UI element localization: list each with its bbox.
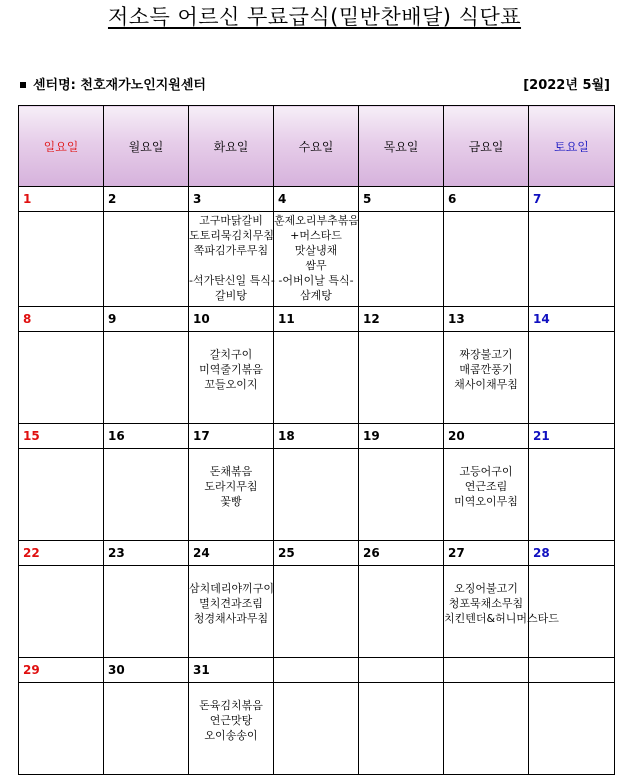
menu-item: 청포묵채소무침: [448, 597, 524, 610]
menu-item: 훈제오리부추볶음: [274, 214, 360, 227]
menu-spacer: [189, 684, 273, 698]
menu-cell: [19, 683, 104, 775]
weekday-saturday: 토요일: [529, 106, 615, 187]
date-cell: 16: [104, 424, 189, 449]
menu-item: 미역오이무침: [454, 495, 518, 508]
date-cell: 31: [189, 658, 274, 683]
date-cell: 21: [529, 424, 615, 449]
menu-cell: [529, 212, 615, 307]
menu-cell: [444, 683, 529, 775]
menu-item: 고등어구이: [459, 465, 513, 478]
page-title: 저소득 어르신 무료급식(밑반찬배달) 식단표: [107, 5, 522, 29]
menu-spacer: [189, 450, 273, 464]
period-label: [2022년 5월]: [523, 78, 610, 93]
date-cell: 11: [274, 307, 359, 332]
bullet-icon: [20, 82, 26, 88]
menu-cell: [274, 449, 359, 541]
menu-cell: [189, 683, 274, 775]
date-cell: 1: [19, 187, 104, 212]
menu-item: 갈비탕: [215, 289, 247, 302]
date-cell: 4: [274, 187, 359, 212]
date-cell: 17: [189, 424, 274, 449]
menu-cell: [189, 566, 274, 658]
menu-cell: [189, 449, 274, 541]
menu-item: 꼬들오이지: [204, 378, 258, 391]
menu-spacer: [444, 450, 528, 464]
menu-cell: [529, 332, 615, 424]
menu-cell: [444, 449, 529, 541]
weekday-thursday: 목요일: [359, 106, 444, 187]
menu-cell: [444, 332, 529, 424]
menu-cell: [19, 212, 104, 307]
menu-item: 고구마닭갈비: [199, 214, 263, 227]
menu-cell: [274, 566, 359, 658]
date-cell: [274, 658, 359, 683]
date-row: [19, 658, 615, 683]
menu-item: 청경채사과무침: [193, 612, 269, 625]
menu-item: -어버이날 특식-: [278, 274, 354, 287]
menu-item: 도라지무침: [204, 480, 258, 493]
menu-spacer: [189, 567, 273, 581]
menu-cell: [444, 212, 529, 307]
date-cell: 24: [189, 541, 274, 566]
menu-item: 맛살냉채: [294, 244, 338, 257]
date-cell: 25: [274, 541, 359, 566]
menu-item: 삼치데리야끼구이: [189, 582, 275, 595]
menu-cell: [19, 449, 104, 541]
menu-item: 삼계탕: [300, 289, 332, 302]
date-cell: [444, 658, 529, 683]
date-cell: 14: [529, 307, 615, 332]
date-row: [19, 424, 615, 449]
date-cell: 6: [444, 187, 529, 212]
menu-cell: [359, 449, 444, 541]
menu-cell: [444, 566, 559, 658]
menu-item: 채사이채무침: [454, 378, 518, 391]
weekday-sunday: 일요일: [19, 106, 104, 187]
date-cell: 23: [104, 541, 189, 566]
date-cell: 28: [529, 541, 615, 566]
date-cell: 13: [444, 307, 529, 332]
menu-item: 짜장불고기: [459, 348, 513, 361]
info-row: [20, 76, 610, 96]
menu-spacer: [189, 333, 273, 347]
date-cell: 22: [19, 541, 104, 566]
menu-spacer: [444, 567, 528, 581]
menu-spacer: [444, 333, 528, 347]
weekday-friday: 금요일: [444, 106, 529, 187]
menu-cell: [274, 212, 359, 307]
date-cell: [359, 658, 444, 683]
menu-item: 치킨텐더&허니머스타드: [444, 612, 559, 625]
date-cell: 10: [189, 307, 274, 332]
date-row: [19, 541, 615, 566]
date-cell: 7: [529, 187, 615, 212]
weekday-header-row: [19, 106, 615, 187]
menu-cell: [359, 566, 444, 658]
menu-cell: [189, 332, 274, 424]
date-cell: 30: [104, 658, 189, 683]
weekday-monday: 월요일: [104, 106, 189, 187]
center-name: 센터명: 천호재가노인지원센터: [33, 78, 206, 93]
menu-cell: [104, 449, 189, 541]
menu-cell: [104, 683, 189, 775]
date-cell: 20: [444, 424, 529, 449]
date-cell: 15: [19, 424, 104, 449]
date-cell: 27: [444, 541, 529, 566]
menu-row: [19, 566, 615, 658]
menu-item: 쌈무: [305, 259, 327, 272]
menu-item: 꽃빵: [220, 495, 242, 508]
menu-item: -석가탄신일 특식-: [189, 274, 275, 287]
date-cell: 26: [359, 541, 444, 566]
menu-cell: [104, 332, 189, 424]
date-cell: 29: [19, 658, 104, 683]
menu-item: 연근맛탕: [209, 714, 253, 727]
center-info: [20, 76, 206, 96]
date-cell: 18: [274, 424, 359, 449]
menu-item: [189, 258, 273, 273]
menu-cell: [359, 683, 444, 775]
menu-cell: [104, 566, 189, 658]
date-cell: 3: [189, 187, 274, 212]
menu-item: 도토리묵김치무침: [189, 229, 275, 242]
menu-cell: [104, 212, 189, 307]
menu-row: [19, 332, 615, 424]
menu-cell: [359, 332, 444, 424]
menu-item: 오이송송이: [204, 729, 258, 742]
date-cell: 12: [359, 307, 444, 332]
menu-item: 멸치견과조림: [199, 597, 263, 610]
date-cell: [529, 658, 615, 683]
date-cell: 2: [104, 187, 189, 212]
menu-row: [19, 683, 615, 775]
date-row: [19, 307, 615, 332]
menu-cell: [359, 212, 444, 307]
weekday-tuesday: 화요일: [189, 106, 274, 187]
date-cell: 19: [359, 424, 444, 449]
menu-item: 쪽파김가루무침: [193, 244, 269, 257]
date-row: [19, 187, 615, 212]
date-cell: 5: [359, 187, 444, 212]
menu-row: [19, 212, 615, 307]
menu-item: 미역줄기볶음: [199, 363, 263, 376]
menu-item: 갈치구이: [209, 348, 253, 361]
menu-item: 돈채볶음: [209, 465, 253, 478]
menu-cell: [529, 449, 615, 541]
menu-cell: [529, 683, 615, 775]
menu-cell: [274, 683, 359, 775]
menu-item: 돈육김치볶음: [199, 699, 263, 712]
weekday-wednesday: 수요일: [274, 106, 359, 187]
menu-cell: [274, 332, 359, 424]
meal-calendar: [18, 105, 615, 775]
menu-item: 오징어불고기: [454, 582, 518, 595]
date-cell: 9: [104, 307, 189, 332]
menu-cell: [19, 566, 104, 658]
menu-item: +머스타드: [290, 229, 342, 242]
date-cell: 8: [19, 307, 104, 332]
menu-item: 연근조림: [464, 480, 508, 493]
menu-item: 매콤깐풍기: [459, 363, 513, 376]
menu-cell: [189, 212, 274, 307]
menu-row: [19, 449, 615, 541]
menu-cell: [19, 332, 104, 424]
